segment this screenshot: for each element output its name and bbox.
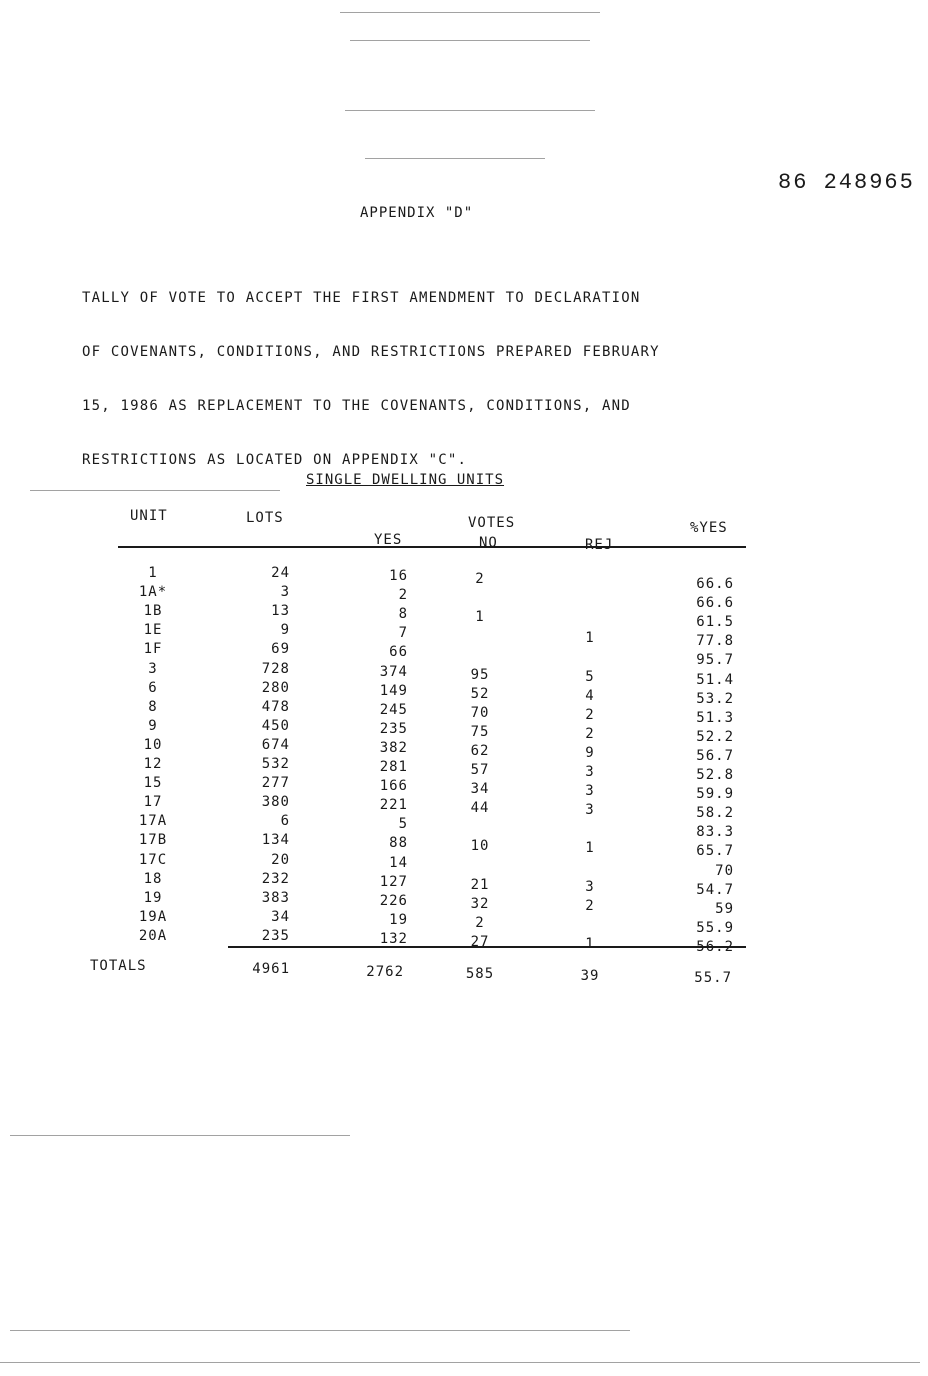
cell-rej: 4	[585, 687, 595, 704]
cell-rej: 1	[585, 630, 595, 647]
cell-unit: 1F	[143, 641, 163, 658]
cell-rej: 9	[585, 744, 595, 761]
cell-rej: 3	[585, 802, 595, 819]
cell-pct-yes: 55.9	[696, 919, 734, 936]
header-rule	[118, 546, 746, 548]
header-no: NO	[479, 535, 498, 551]
cell-pct-yes: 53.2	[696, 690, 734, 707]
cell-no: 10	[470, 838, 490, 855]
cell-yes: 5	[398, 816, 408, 833]
cell-rej: 3	[585, 783, 595, 800]
cell-pct-yes: 95.7	[696, 652, 734, 669]
section-title: SINGLE DWELLING UNITS	[306, 472, 505, 488]
cell-yes: 149	[379, 682, 408, 699]
intro-line: 15, 1986 AS REPLACEMENT TO THE COVENANTS, CONDITIONS, AND	[82, 398, 631, 414]
cell-no: 27	[470, 933, 490, 950]
cell-pct-yes: 77.8	[696, 633, 734, 650]
cell-pct-yes: 51.4	[696, 671, 734, 688]
appendix-title: APPENDIX "D"	[360, 205, 474, 221]
cell-lots: 20	[271, 851, 290, 868]
cell-pct-yes: 70	[715, 862, 734, 879]
cell-yes: 16	[389, 568, 408, 584]
cell-unit: 8	[148, 698, 158, 715]
scan-artifact	[0, 1362, 920, 1363]
totals-rej: 39	[580, 968, 600, 984]
cell-no: 75	[470, 723, 490, 740]
cell-lots: 532	[261, 756, 290, 772]
cell-yes: 382	[379, 739, 408, 756]
cell-lots: 383	[261, 889, 290, 906]
totals-rule	[228, 946, 746, 948]
cell-pct-yes: 51.3	[696, 709, 734, 726]
cell-lots: 450	[261, 717, 290, 734]
cell-unit: 3	[148, 660, 158, 677]
cell-no: 34	[470, 781, 490, 798]
cell-rej: 1	[585, 840, 595, 857]
intro-paragraph	[82, 258, 802, 501]
cell-pct-yes: 56.2	[696, 938, 734, 955]
cell-lots: 24	[271, 565, 290, 581]
cell-pct-yes: 52.2	[696, 728, 734, 745]
cell-no: 70	[470, 704, 490, 721]
cell-lots: 728	[261, 660, 290, 677]
cell-lots: 280	[261, 679, 290, 696]
document-number: 86 248965	[778, 170, 915, 195]
totals-yes: 2762	[366, 964, 404, 980]
cell-yes: 14	[389, 854, 408, 871]
cell-yes: 374	[379, 663, 408, 680]
header-pct-yes: %YES	[690, 520, 728, 536]
cell-unit: 1	[148, 565, 158, 581]
cell-lots: 9	[280, 622, 290, 639]
intro-line: RESTRICTIONS AS LOCATED ON APPENDIX "C".	[82, 452, 468, 468]
cell-yes: 166	[379, 778, 408, 795]
cell-unit: 17C	[138, 851, 168, 868]
cell-no: 32	[470, 895, 490, 912]
cell-pct-yes: 59	[715, 900, 734, 917]
header-votes: VOTES	[468, 515, 516, 531]
scan-artifact	[10, 1330, 630, 1331]
totals-lots: 4961	[252, 961, 290, 977]
cell-pct-yes: 56.7	[696, 747, 734, 764]
cell-unit: 17B	[138, 832, 168, 849]
cell-lots: 6	[280, 813, 290, 830]
cell-yes: 245	[379, 701, 408, 718]
cell-rej: 3	[585, 764, 595, 780]
header-lots: LOTS	[246, 510, 284, 526]
cell-no: 52	[470, 685, 490, 702]
cell-unit: 9	[148, 717, 158, 734]
scan-artifact	[345, 110, 595, 111]
cell-yes: 132	[379, 930, 408, 947]
cell-yes: 226	[379, 892, 408, 909]
cell-pct-yes: 65.7	[696, 843, 734, 860]
cell-unit: 19	[143, 889, 163, 906]
cell-rej: 2	[585, 897, 595, 914]
cell-no: 2	[475, 571, 485, 587]
cell-yes: 221	[379, 797, 408, 814]
cell-lots: 277	[261, 775, 290, 792]
cell-lots: 69	[271, 641, 290, 658]
cell-yes: 8	[398, 606, 408, 623]
cell-unit: 1B	[143, 603, 163, 620]
cell-rej: 5	[585, 668, 595, 685]
cell-yes: 281	[379, 759, 408, 775]
cell-lots: 13	[271, 603, 290, 620]
header-yes: YES	[374, 532, 403, 548]
cell-yes: 19	[389, 911, 408, 928]
cell-pct-yes: 83.3	[696, 824, 734, 841]
cell-unit: 17A	[138, 813, 168, 830]
cell-yes: 7	[398, 625, 408, 642]
cell-unit: 10	[143, 736, 163, 753]
cell-lots: 478	[261, 698, 290, 715]
cell-pct-yes: 66.6	[696, 576, 734, 592]
cell-lots: 235	[261, 927, 290, 944]
cell-unit: 12	[143, 756, 163, 772]
cell-no: 57	[470, 762, 490, 778]
cell-lots: 674	[261, 736, 290, 753]
cell-lots: 134	[261, 832, 290, 849]
scan-artifact	[10, 1135, 350, 1136]
cell-rej: 2	[585, 706, 595, 723]
cell-yes: 66	[389, 644, 408, 661]
cell-no: 62	[470, 742, 490, 759]
cell-rej: 1	[585, 935, 595, 952]
scan-artifact	[340, 12, 600, 13]
header-unit: UNIT	[130, 508, 168, 524]
cell-no: 44	[470, 800, 490, 817]
cell-unit: 20A	[138, 927, 168, 944]
cell-yes: 235	[379, 720, 408, 737]
cell-unit: 1E	[143, 622, 163, 639]
cell-unit: 18	[143, 870, 163, 887]
cell-yes: 88	[389, 835, 408, 852]
intro-line: TALLY OF VOTE TO ACCEPT THE FIRST AMENDMENT TO DECLARATION	[82, 290, 641, 306]
scan-artifact	[365, 158, 545, 159]
totals-no: 585	[465, 966, 495, 982]
cell-unit: 17	[143, 794, 163, 811]
cell-unit: 19A	[138, 908, 168, 925]
cell-lots: 3	[280, 584, 290, 601]
cell-no: 21	[470, 876, 490, 893]
cell-pct-yes: 59.9	[696, 786, 734, 803]
header-rej: REJ	[585, 537, 614, 553]
intro-line: OF COVENANTS, CONDITIONS, AND RESTRICTIONS PREPARED FEBRUARY	[82, 344, 660, 360]
cell-yes: 2	[398, 587, 408, 604]
cell-no: 95	[470, 666, 490, 683]
cell-pct-yes: 54.7	[696, 881, 734, 898]
cell-no: 1	[475, 609, 485, 626]
cell-pct-yes: 66.6	[696, 595, 734, 612]
cell-unit: 1A*	[138, 584, 168, 601]
cell-lots: 34	[271, 908, 290, 925]
cell-pct-yes: 61.5	[696, 614, 734, 631]
cell-lots: 232	[261, 870, 290, 887]
cell-rej: 2	[585, 725, 595, 742]
cell-no: 2	[475, 914, 485, 931]
cell-lots: 380	[261, 794, 290, 811]
totals-pct-yes: 55.7	[694, 970, 732, 986]
cell-unit: 15	[143, 775, 163, 792]
cell-yes: 127	[379, 873, 408, 890]
cell-unit: 6	[148, 679, 158, 696]
cell-pct-yes: 58.2	[696, 805, 734, 822]
cell-rej: 3	[585, 878, 595, 895]
scan-artifact	[350, 40, 590, 41]
cell-pct-yes: 52.8	[696, 767, 734, 783]
totals-label: TOTALS	[90, 958, 147, 974]
